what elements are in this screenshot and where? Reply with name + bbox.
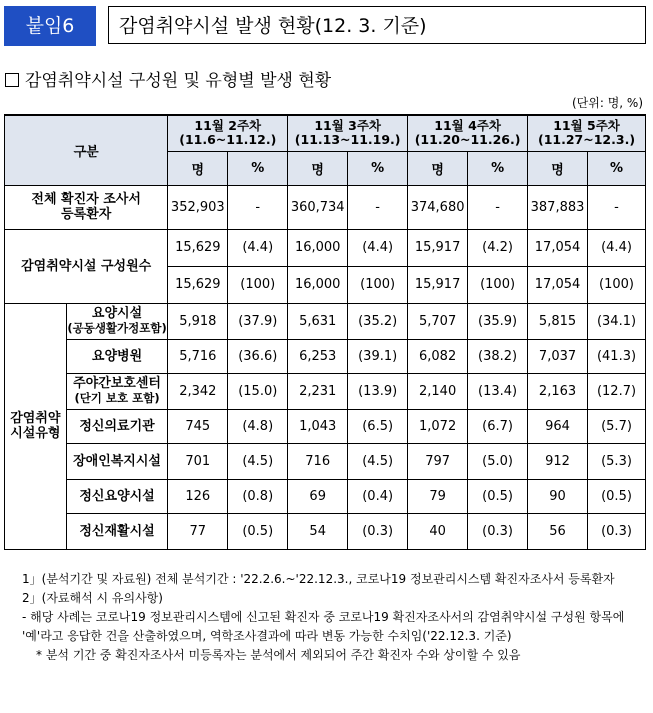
cell: 5,707 (408, 303, 468, 339)
cell: (6.5) (348, 409, 408, 443)
table-row-member (5, 229, 646, 266)
cell: 701 (168, 443, 228, 479)
cell: 1,043 (288, 409, 348, 443)
cell: (15.0) (228, 373, 288, 409)
cell: 15,917 (408, 266, 468, 303)
week-header: 11월 3주차 (11.13~11.19.) (288, 115, 408, 151)
cell: (0.4) (348, 479, 408, 513)
col-pct-header: % (588, 151, 646, 185)
row-label-type: 요양시설 (공동생활가정포함) (66, 303, 168, 339)
cell: 352,903 (168, 185, 228, 229)
col-count-header: 명 (528, 151, 588, 185)
cell: (0.3) (588, 513, 646, 549)
gubun-header: 구분 (5, 115, 168, 185)
cell: (4.5) (348, 443, 408, 479)
cell: 912 (528, 443, 588, 479)
cell: (36.6) (228, 339, 288, 373)
cell: 2,231 (288, 373, 348, 409)
table-row-type (5, 303, 646, 339)
cell: (12.7) (588, 373, 646, 409)
row-label-total: 전체 확진자 조사서 등록환자 (5, 185, 168, 229)
cell: (13.4) (468, 373, 528, 409)
cell: 797 (408, 443, 468, 479)
unit-label: (단위: 명, %) (571, 96, 643, 110)
checkbox-icon (5, 73, 19, 87)
table-row-type (5, 373, 646, 409)
footnote-1: 1」(분석기간 및 자료원) 전체 분석기간 : '22.2.6.~'22.12.3., 코로나19 정보관리시스템 확진자조사서 등록환자 (22, 572, 615, 586)
cell: (4.8) (228, 409, 288, 443)
cell: 40 (408, 513, 468, 549)
cell: (39.1) (348, 339, 408, 373)
cell: (0.5) (468, 479, 528, 513)
subtitle-text: 감염취약시설 구성원 및 유형별 발생 현황 (25, 71, 332, 91)
col-count-header: 명 (408, 151, 468, 185)
cell: (4.4) (228, 229, 288, 266)
cell: 56 (528, 513, 588, 549)
footnote-4: * 분석 기간 중 확진자조사서 미등록자는 분석에서 제외되어 주간 확진자 수와 상이할 수 있음 (36, 648, 521, 662)
cell: (4.4) (348, 229, 408, 266)
cell: 2,140 (408, 373, 468, 409)
row-label-type: 장애인복지시설 (66, 443, 168, 479)
cell: 374,680 (408, 185, 468, 229)
cell: 745 (168, 409, 228, 443)
cell: (41.3) (588, 339, 646, 373)
row-label-member: 감염취약시설 구성원수 (5, 229, 168, 303)
cell: (6.7) (468, 409, 528, 443)
cell: 360,734 (288, 185, 348, 229)
cell: 16,000 (288, 229, 348, 266)
cell: 79 (408, 479, 468, 513)
col-pct-header: % (228, 151, 288, 185)
cell: (4.4) (588, 229, 646, 266)
header (0, 0, 653, 52)
cell: (13.9) (348, 373, 408, 409)
cell: 5,815 (528, 303, 588, 339)
cell: 2,342 (168, 373, 228, 409)
week-header: 11월 5주차 (11.27~12.3.) (528, 115, 646, 151)
cell: 1,072 (408, 409, 468, 443)
page-title: 감염취약시설 발생 현황(12. 3. 기준) (108, 6, 646, 44)
cell: (4.5) (228, 443, 288, 479)
week-header: 11월 4주차 (11.20~11.26.) (408, 115, 528, 151)
cell: 15,629 (168, 229, 228, 266)
cell: 6,082 (408, 339, 468, 373)
table-row-type (5, 443, 646, 479)
col-count-header: 명 (288, 151, 348, 185)
cell: - (468, 185, 528, 229)
cell: 17,054 (528, 266, 588, 303)
section-subtitle (5, 66, 331, 91)
table-row-type (5, 479, 646, 513)
cell: (35.2) (348, 303, 408, 339)
week-header: 11월 2주차 (11.6~11.12.) (168, 115, 288, 151)
cell: 69 (288, 479, 348, 513)
row-label-type: 정신의료기관 (66, 409, 168, 443)
row-label-type: 요양병원 (66, 339, 168, 373)
footnote-2: 2」(자료해석 시 유의사항) (22, 591, 163, 605)
cell: - (588, 185, 646, 229)
col-pct-header: % (348, 151, 408, 185)
cell: 5,918 (168, 303, 228, 339)
infection-table (4, 114, 646, 550)
table-row-type (5, 513, 646, 549)
cell: (100) (468, 266, 528, 303)
footnotes (22, 570, 647, 665)
table-row-total (5, 185, 646, 229)
cell: (5.3) (588, 443, 646, 479)
col-pct-header: % (468, 151, 528, 185)
cell: (100) (588, 266, 646, 303)
cell: 126 (168, 479, 228, 513)
footnote-3: - 해당 사례는 코로나19 정보관리시스템에 신고된 확진자 중 코로나19 확진자조사서의 감염취약시설 구성원 항목에 '예'라고 응답한 건을 산출하였으며, 역학조사결과에 따라 변동 가능한 수치임('22.12.3. 기준) (22, 610, 625, 643)
cell: 90 (528, 479, 588, 513)
cell: (0.3) (348, 513, 408, 549)
cell: (0.3) (468, 513, 528, 549)
cell: 6,253 (288, 339, 348, 373)
cell: 387,883 (528, 185, 588, 229)
cell: (100) (228, 266, 288, 303)
cell: (5.0) (468, 443, 528, 479)
cell: (4.2) (468, 229, 528, 266)
col-count-header: 명 (168, 151, 228, 185)
cell: (5.7) (588, 409, 646, 443)
cell: (100) (348, 266, 408, 303)
row-group-label: 감염취약 시설유형 (5, 303, 67, 549)
cell: 15,917 (408, 229, 468, 266)
cell: 7,037 (528, 339, 588, 373)
cell: 17,054 (528, 229, 588, 266)
cell: 2,163 (528, 373, 588, 409)
table-row-type (5, 339, 646, 373)
cell: 77 (168, 513, 228, 549)
cell: 54 (288, 513, 348, 549)
cell: - (348, 185, 408, 229)
table-row-type (5, 409, 646, 443)
cell: 964 (528, 409, 588, 443)
row-label-type: 정신요양시설 (66, 479, 168, 513)
cell: (0.8) (228, 479, 288, 513)
cell: (34.1) (588, 303, 646, 339)
cell: (35.9) (468, 303, 528, 339)
cell: 716 (288, 443, 348, 479)
attachment-tag: 붙임6 (4, 6, 96, 46)
cell: 5,716 (168, 339, 228, 373)
row-label-type: 주야간보호센터 (단기 보호 포함) (66, 373, 168, 409)
cell: (38.2) (468, 339, 528, 373)
cell: (0.5) (228, 513, 288, 549)
cell: (0.5) (588, 479, 646, 513)
cell: 5,631 (288, 303, 348, 339)
row-label-type: 정신재활시설 (66, 513, 168, 549)
cell: (37.9) (228, 303, 288, 339)
cell: 15,629 (168, 266, 228, 303)
cell: 16,000 (288, 266, 348, 303)
cell: - (228, 185, 288, 229)
